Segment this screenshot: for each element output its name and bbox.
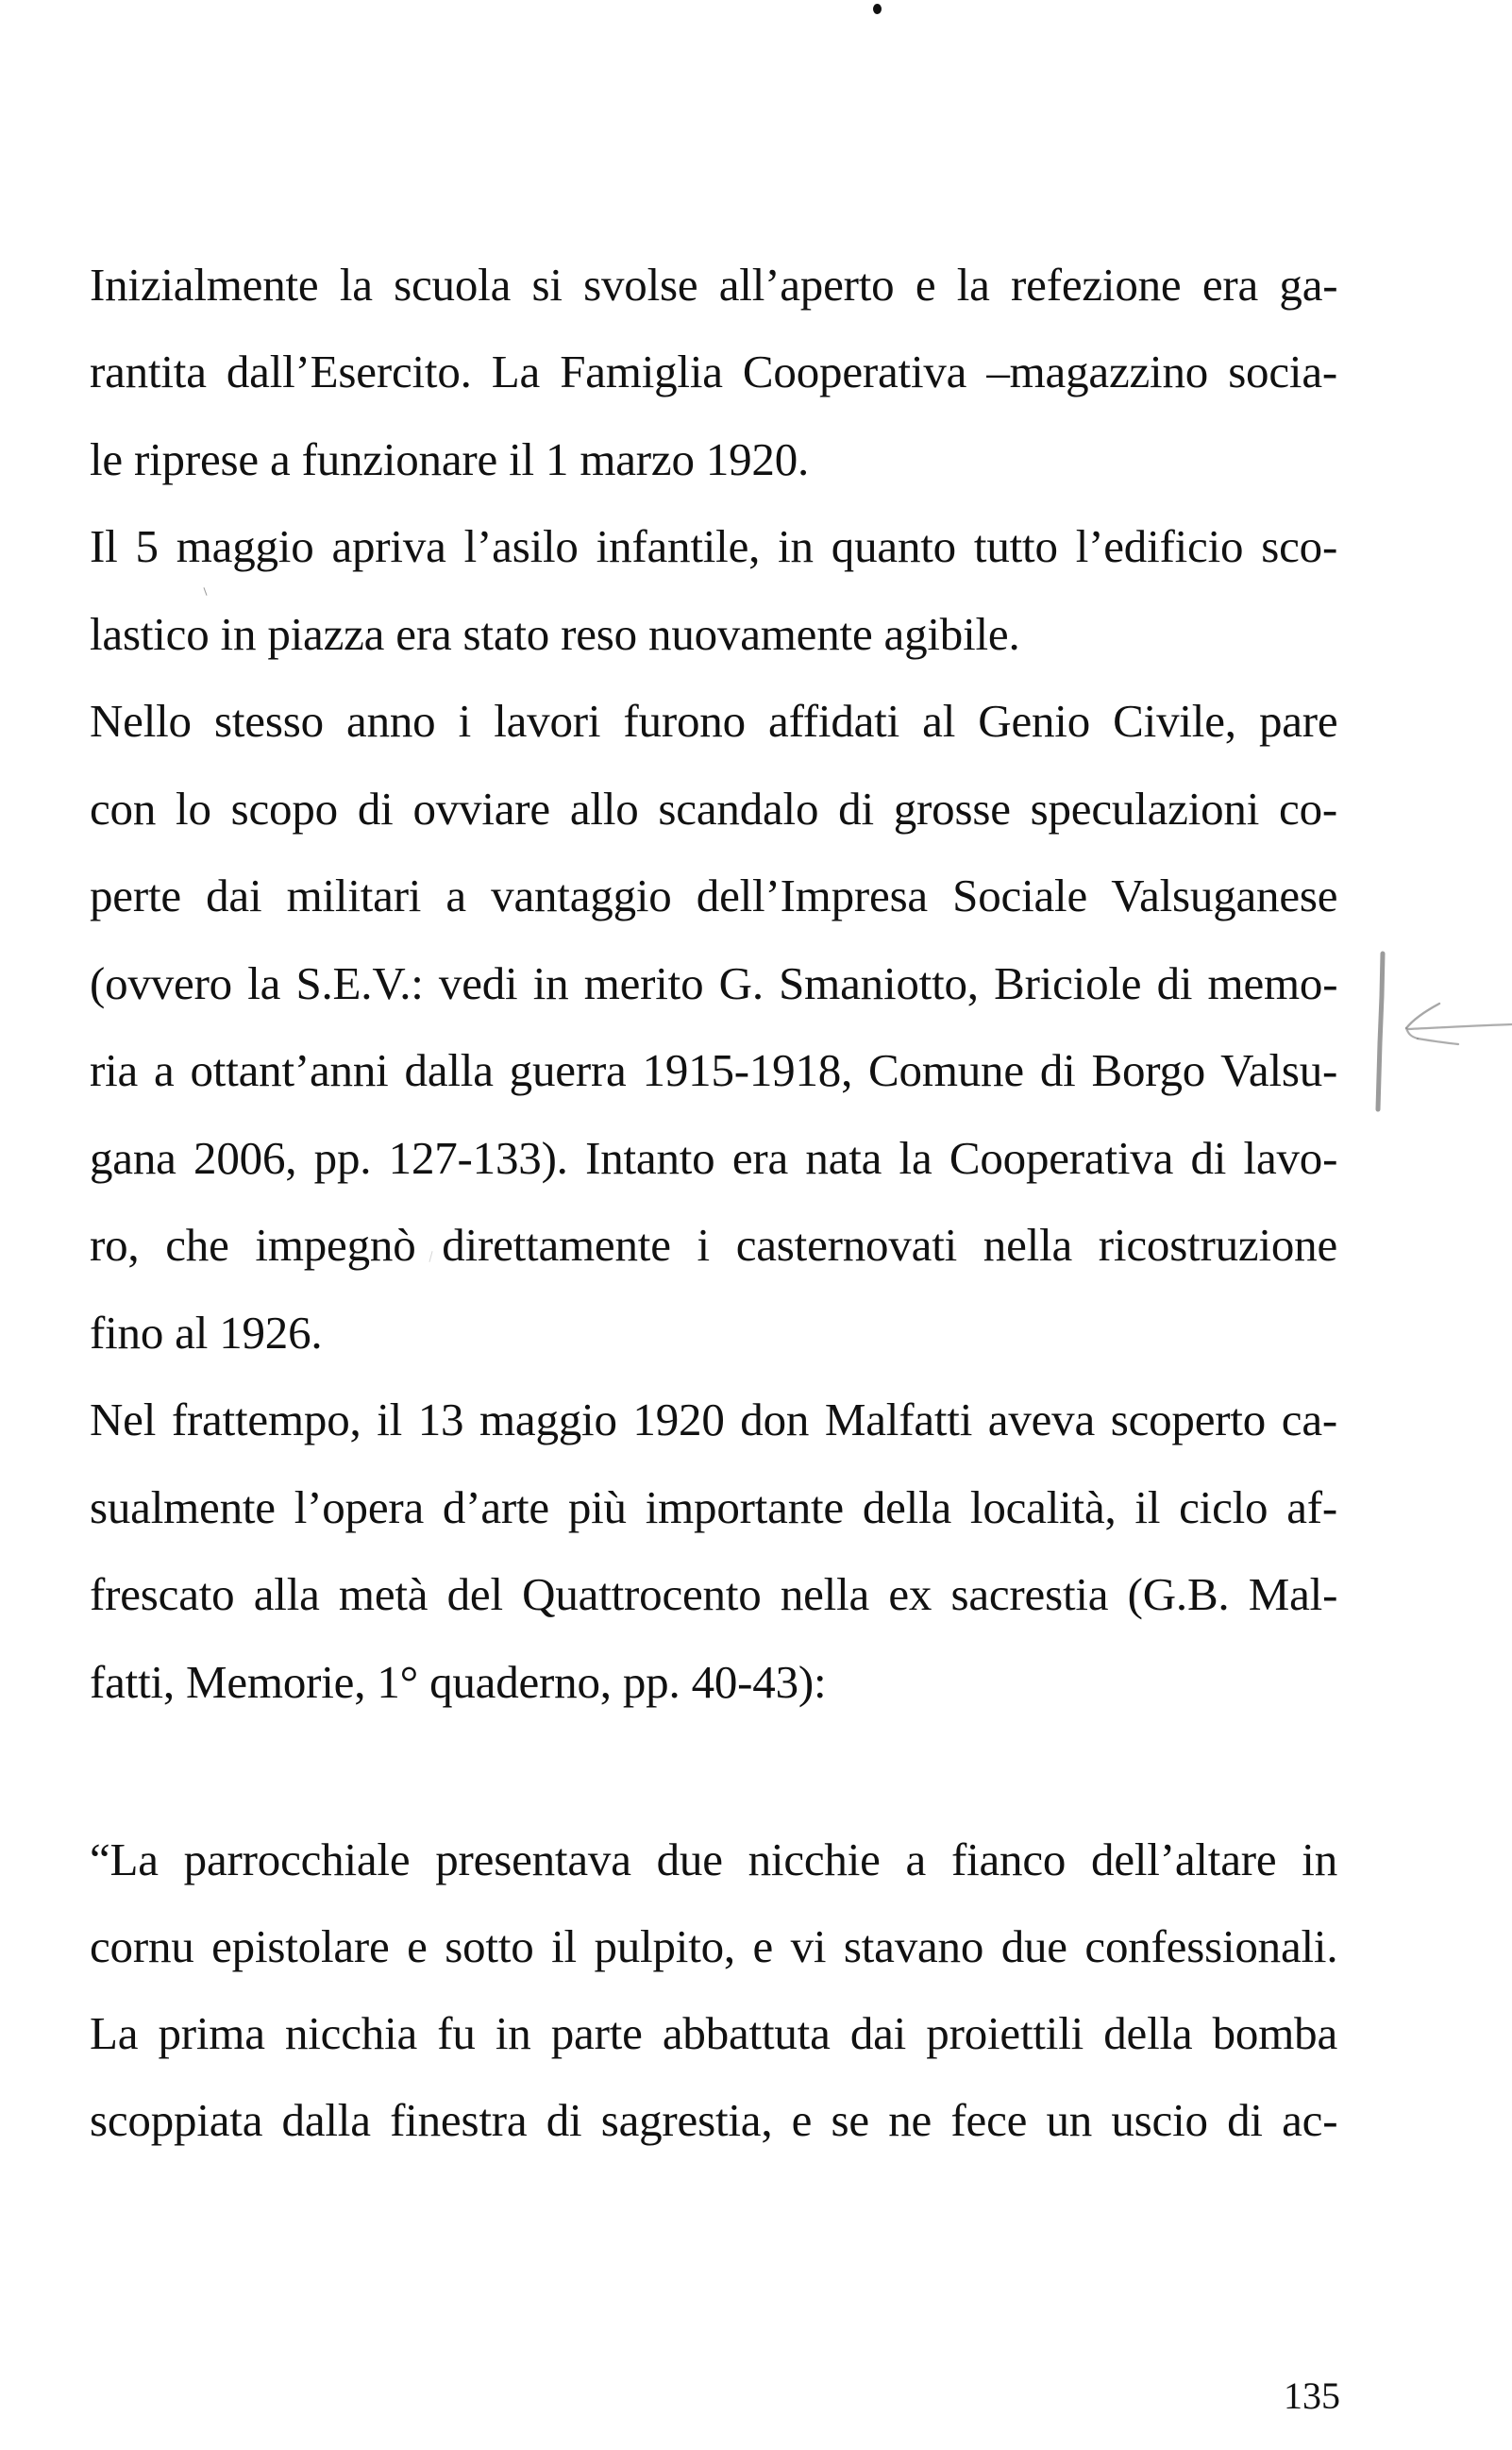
- page-number: 135: [1284, 2374, 1340, 2417]
- scan-speck: [873, 4, 882, 14]
- text-line: le riprese a funzionare il 1 marzo 1920.: [90, 433, 810, 485]
- text-line: scoppiata dalla finestra di sagrestia, e se ne fece un uscio di ac-: [90, 2094, 1338, 2146]
- text-line: frescato alla metà del Quattrocento nella ex sacrestia (G.B. Mal-: [90, 1568, 1338, 1620]
- text-line: Nello stesso anno i lavori furono affidati al Genio Civile, pare: [90, 695, 1338, 747]
- text-line: (ovvero la S.E.V.: vedi in merito G. Smaniotto, Briciole di memo-: [90, 957, 1338, 1009]
- text-line: La prima nicchia fu in parte abbattuta dai proiettili della bomba: [90, 2007, 1337, 2059]
- text-line: Nel frattempo, il 13 maggio 1920 don Malfatti aveva scoperto ca-: [90, 1394, 1337, 1445]
- text-line: Inizialmente la scuola si svolse all’aperto e la refezione era ga-: [90, 259, 1338, 311]
- scan-speck: [203, 587, 207, 596]
- text-line: perte dai militari a vantaggio dell’Impresa Sociale Valsuganese: [90, 870, 1338, 921]
- text-line: lastico in piazza era stato reso nuovamente agibile.: [90, 608, 1020, 660]
- text-line: sualmente l’opera d’arte più importante della località, il ciclo af-: [90, 1481, 1337, 1533]
- text-line: Il 5 maggio apriva l’asilo infantile, in quanto tutto l’edificio sco-: [90, 520, 1338, 572]
- text-line: “La parrocchiale presentava due nicchie a fianco dell’altare in: [90, 1833, 1337, 1885]
- pencil-arrow-icon: [1359, 939, 1512, 1128]
- text-line: fatti, Memorie, 1° quaderno, pp. 40-43):: [90, 1656, 827, 1708]
- text-line: con lo scopo di ovviare allo scandalo di grosse speculazioni co-: [90, 783, 1337, 835]
- text-line: ria a ottant’anni dalla guerra 1915-1918, Comune di Borgo Valsu-: [90, 1044, 1338, 1096]
- text-line: gana 2006, pp. 127-133). Intanto era nata la Cooperativa di lavo-: [90, 1132, 1338, 1184]
- text-line: cornu epistolare e sotto il pulpito, e vi stavano due confessionali.: [90, 1920, 1338, 1972]
- text-line: fino al 1926.: [90, 1307, 323, 1359]
- text-line: ro, che impegnò direttamente i casternovati nella ricostruzione: [90, 1219, 1337, 1271]
- text-line: rantita dall’Esercito. La Famiglia Cooperativa –magazzino socia-: [90, 346, 1337, 397]
